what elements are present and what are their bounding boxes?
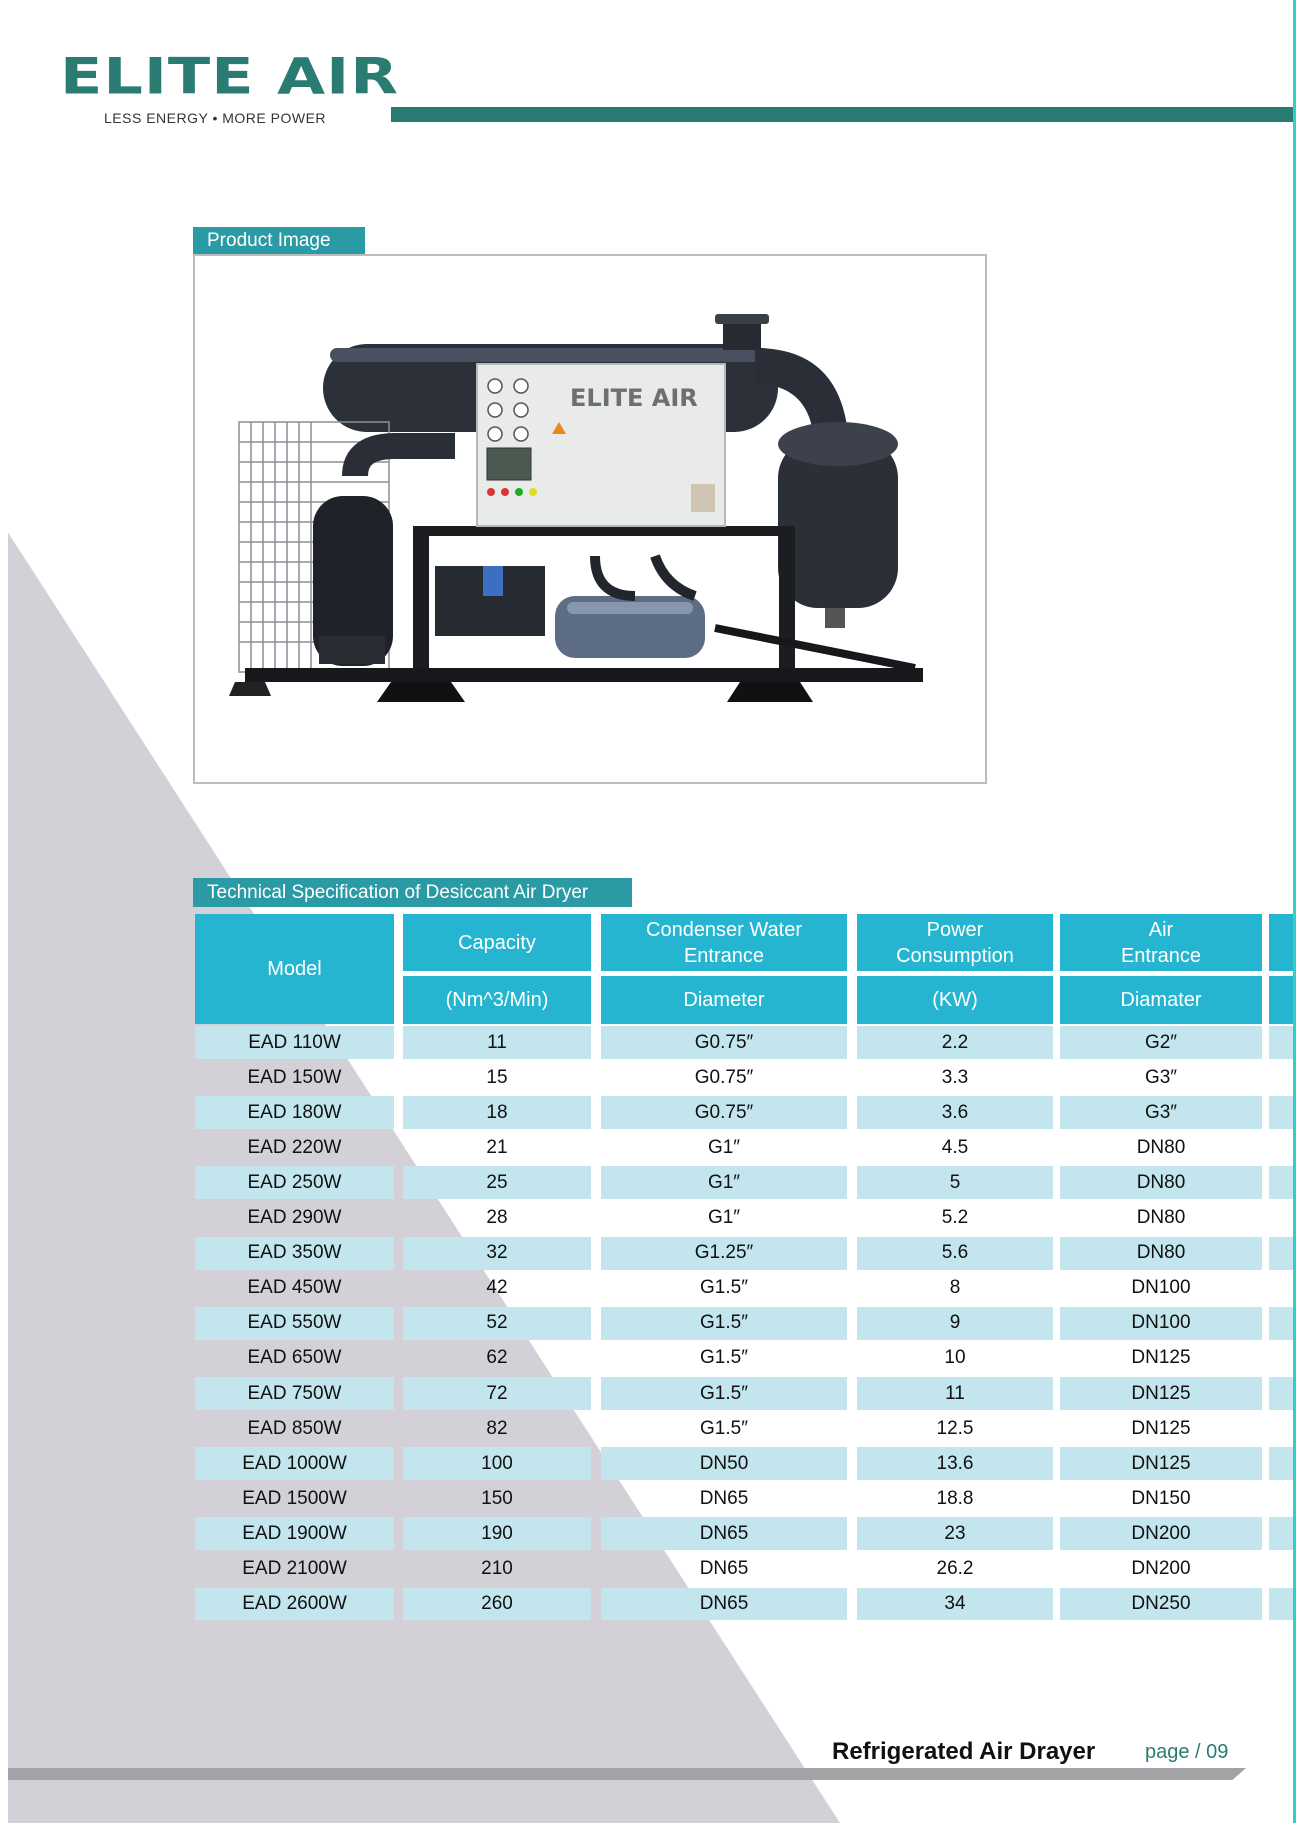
cell-condenser-diameter: DN65 (699, 1522, 749, 1544)
cell-air-diameter: DN200 (1131, 1522, 1191, 1544)
product-image-frame (193, 254, 987, 784)
cell-air-diameter: DN80 (1136, 1207, 1186, 1229)
cell-model: EAD 110W (248, 1031, 341, 1053)
cell-model: EAD 1500W (242, 1487, 347, 1509)
cell-power: 34 (944, 1593, 966, 1615)
cell-power: 5 (949, 1171, 961, 1193)
header-capacity: Capacity (403, 914, 591, 971)
row-band (1269, 1377, 1296, 1410)
footer-bar (8, 1768, 1246, 1780)
cell-power: 13.6 (936, 1452, 974, 1474)
cell-model: EAD 290W (247, 1207, 342, 1229)
cell-condenser-diameter: G1.5″ (700, 1277, 748, 1299)
header-capacity-unit: (Nm^3/Min) (403, 976, 591, 1024)
cell-model: EAD 2600W (242, 1593, 347, 1615)
cell-power: 4.5 (941, 1136, 969, 1158)
cell-model: EAD 180W (247, 1101, 342, 1123)
logo-wordmark: ELITE AIR (60, 47, 399, 106)
cell-model: EAD 1000W (242, 1452, 347, 1474)
cell-condenser-diameter: G0.75″ (694, 1101, 754, 1123)
cell-power: 9 (949, 1312, 961, 1334)
cell-power: 23 (944, 1522, 966, 1544)
cell-air-diameter: DN100 (1131, 1277, 1191, 1299)
cell-condenser-diameter: G1.5″ (700, 1417, 748, 1439)
cell-air-diameter: DN200 (1131, 1558, 1191, 1580)
cell-condenser-diameter: G1.5″ (700, 1347, 748, 1369)
cell-capacity: 260 (481, 1593, 513, 1615)
cell-air-diameter: DN250 (1131, 1593, 1191, 1615)
cell-model: EAD 550W (247, 1312, 342, 1334)
cell-air-diameter: DN80 (1136, 1136, 1186, 1158)
header-model: Model (195, 914, 394, 1024)
cell-condenser-diameter: G1.25″ (694, 1242, 754, 1264)
header-power-consumption: Power Consumption (857, 914, 1053, 971)
cell-model: EAD 150W (247, 1066, 342, 1088)
row-band (1269, 1026, 1296, 1059)
cell-capacity: 28 (486, 1207, 508, 1229)
cell-power: 5.6 (941, 1242, 969, 1264)
cell-capacity: 150 (481, 1487, 513, 1509)
elite-air-logo (60, 47, 399, 126)
cell-capacity: 82 (486, 1417, 508, 1439)
footer-title: Refrigerated Air Drayer (832, 1738, 1096, 1765)
cell-capacity: 32 (486, 1242, 508, 1264)
cell-model: EAD 2100W (242, 1558, 347, 1580)
cell-capacity: 52 (486, 1312, 508, 1334)
cell-condenser-diameter: DN65 (699, 1558, 749, 1580)
cell-air-diameter: DN80 (1136, 1242, 1186, 1264)
row-band (1269, 1588, 1296, 1620)
cell-power: 10 (944, 1347, 966, 1369)
product-image-label: Product Image (193, 227, 365, 254)
cell-model: EAD 850W (247, 1417, 342, 1439)
cell-air-diameter: G3″ (1144, 1066, 1178, 1088)
left-margin-strip (0, 0, 8, 1823)
cell-air-diameter: DN100 (1131, 1312, 1191, 1334)
cell-capacity: 42 (486, 1277, 508, 1299)
right-accent-line (1293, 0, 1296, 1823)
cell-capacity: 21 (486, 1136, 508, 1158)
cell-condenser-diameter: G0.75″ (694, 1031, 754, 1053)
cell-power: 11 (945, 1382, 965, 1404)
spec-table (193, 912, 1296, 1620)
cell-capacity: 190 (481, 1522, 513, 1544)
cell-air-diameter: G3″ (1144, 1101, 1178, 1123)
cell-air-diameter: G2″ (1144, 1031, 1178, 1053)
cell-model: EAD 350W (247, 1242, 342, 1264)
cell-power: 3.6 (941, 1101, 969, 1123)
cell-capacity: 62 (486, 1347, 508, 1369)
cell-power: 5.2 (941, 1207, 969, 1229)
cell-condenser-diameter: DN65 (699, 1487, 749, 1509)
logo-tagline: LESS ENERGY • MORE POWER (104, 110, 327, 126)
cell-model: EAD 750W (247, 1382, 342, 1404)
cell-power: 18.8 (936, 1487, 974, 1509)
cell-capacity: 25 (486, 1171, 508, 1193)
header-air-diameter: Diamater (1060, 976, 1262, 1024)
cell-power: 2.2 (941, 1031, 969, 1053)
cell-model: EAD 650W (247, 1347, 342, 1369)
cell-power: 8 (949, 1277, 961, 1299)
cell-capacity: 15 (486, 1066, 508, 1088)
cell-air-diameter: DN150 (1131, 1487, 1191, 1509)
product-image (195, 256, 985, 782)
header-air-entrance: Air Entrance (1060, 914, 1262, 971)
cell-capacity: 18 (486, 1101, 508, 1123)
spec-table-label: Technical Specification of Desiccant Air Dryer (193, 878, 632, 907)
header-power-unit: (KW) (857, 976, 1053, 1024)
header-condenser-water-entrance: Condenser Water Entrance (601, 914, 847, 971)
cell-condenser-diameter: G1.5″ (700, 1312, 748, 1334)
cell-capacity: 210 (481, 1558, 513, 1580)
cell-condenser-diameter: DN65 (699, 1593, 749, 1615)
row-band (1269, 1166, 1296, 1199)
cell-model: EAD 450W (247, 1277, 342, 1299)
cell-capacity: 11 (487, 1031, 507, 1053)
cell-capacity: 72 (486, 1382, 508, 1404)
cell-condenser-diameter: G1″ (707, 1136, 741, 1158)
row-band (1269, 1307, 1296, 1340)
cell-air-diameter: DN125 (1131, 1417, 1191, 1439)
cell-power: 3.3 (941, 1066, 969, 1088)
header-bar (391, 107, 1295, 122)
cell-model: EAD 220W (247, 1136, 342, 1158)
cell-condenser-diameter: G1.5″ (700, 1382, 748, 1404)
row-band (1269, 1517, 1296, 1550)
cell-condenser-diameter: G1″ (707, 1207, 741, 1229)
row-band (1269, 1237, 1296, 1270)
cell-air-diameter: DN125 (1131, 1452, 1191, 1474)
cell-power: 12.5 (936, 1417, 974, 1439)
cell-model: EAD 250W (247, 1171, 342, 1193)
row-band (1269, 1447, 1296, 1480)
cell-power: 26.2 (936, 1558, 974, 1580)
cell-air-diameter: DN80 (1136, 1171, 1186, 1193)
cell-condenser-diameter: DN50 (699, 1452, 749, 1474)
footer-page-number: page / 09 (1145, 1741, 1229, 1763)
cell-model: EAD 1900W (242, 1522, 347, 1544)
header-condenser-diameter: Diameter (601, 976, 847, 1024)
row-band (1269, 1096, 1296, 1129)
header-next-column-sub (1269, 976, 1296, 1024)
header-next-column (1269, 914, 1296, 971)
cell-capacity: 100 (481, 1452, 513, 1474)
cell-air-diameter: DN125 (1131, 1382, 1191, 1404)
cell-condenser-diameter: G0.75″ (694, 1066, 754, 1088)
unit-brand-label: ELITE AIR (570, 384, 698, 412)
cell-condenser-diameter: G1″ (707, 1171, 741, 1193)
cell-air-diameter: DN125 (1131, 1347, 1191, 1369)
